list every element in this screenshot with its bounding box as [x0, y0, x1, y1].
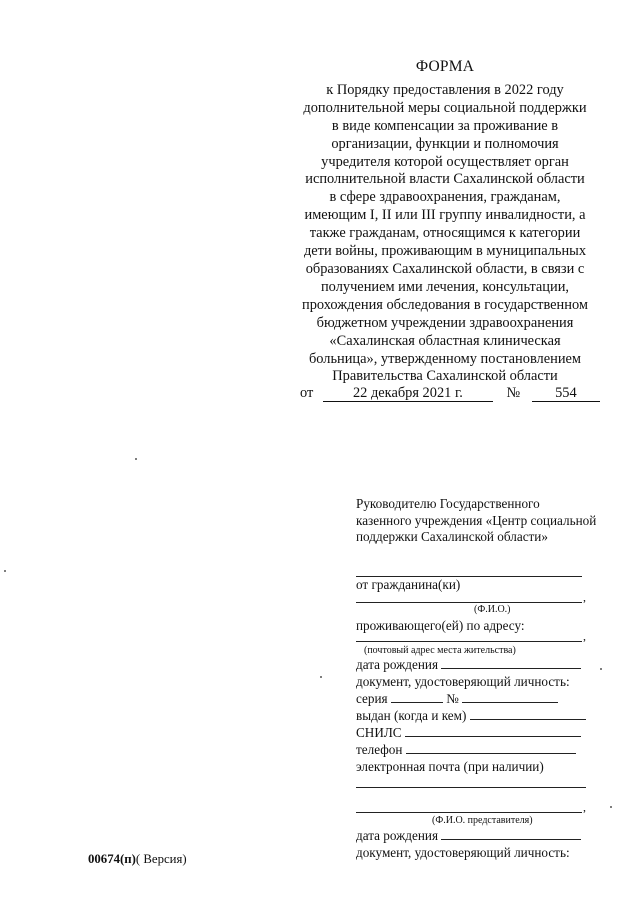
- scan-speck: [4, 570, 6, 572]
- rep-birth-date-field[interactable]: [441, 828, 581, 840]
- issued-row: [356, 708, 586, 724]
- header-line: в сфере здравоохранения, гражданам,: [329, 189, 561, 206]
- residing-label: проживающего(ей) по адресу:: [356, 618, 525, 633]
- header-line: также гражданам, относящимся к категории: [309, 225, 581, 242]
- passport-number-field[interactable]: [462, 691, 558, 703]
- birth-date-label: дата рождения: [356, 657, 581, 673]
- addressee-line: Руководителю Государственного: [356, 496, 540, 511]
- email-field[interactable]: [356, 787, 586, 788]
- passport-series-row: [356, 691, 558, 707]
- form-header: [288, 58, 602, 386]
- phone-label: телефон: [356, 742, 403, 757]
- scan-speck: [320, 676, 322, 678]
- header-line: прохождения обследования в государственном: [302, 296, 588, 313]
- header-line: образованиях Сахалинской области, в связи с: [305, 260, 585, 277]
- email-label: электронная почта (при наличии): [356, 759, 544, 774]
- fio-caption: (Ф.И.О.): [474, 604, 511, 615]
- comma: ,: [583, 800, 586, 814]
- issued-label: выдан (когда и кем): [356, 708, 467, 723]
- addressee-block: [356, 496, 606, 546]
- representative-fio-caption: (Ф.И.О. представителя): [432, 815, 533, 826]
- number-label: №: [446, 691, 459, 706]
- header-line: имеющим I, II или III группу инвалидности, а: [304, 207, 586, 224]
- phone-row: [356, 742, 576, 758]
- header-line: «Сахалинская областная клиническая: [329, 332, 561, 349]
- snils-row: [356, 725, 581, 741]
- resolution-date: 22 декабря 2021 г.: [323, 385, 493, 402]
- applicant-name-line[interactable]: [356, 602, 582, 603]
- address-caption: (почтовый адрес места жительства): [364, 645, 516, 656]
- form-code: 00674(п): [88, 852, 136, 866]
- phone-field[interactable]: [406, 742, 576, 754]
- header-line: дети войны, проживающим в муниципальных: [303, 243, 587, 260]
- scan-speck: [610, 806, 612, 808]
- version-label: ( Версия): [135, 852, 187, 866]
- address-line[interactable]: [356, 641, 582, 642]
- resolution-number-label: №: [506, 385, 521, 401]
- scan-speck: [600, 668, 602, 670]
- snils-label: СНИЛС: [356, 725, 402, 740]
- addressee-line: казенного учреждения «Центр социальной: [356, 512, 597, 528]
- representative-name-line[interactable]: [356, 812, 582, 813]
- header-line: получением ими лечения, консультации,: [320, 278, 570, 295]
- resolution-number: 554: [532, 385, 600, 402]
- id-document-label: документ, удостоверяющий личность:: [356, 674, 570, 689]
- snils-field[interactable]: [405, 725, 581, 737]
- header-line: бюджетном учреждении здравоохранения: [316, 314, 574, 331]
- header-line: организации, функции и полномочия: [331, 135, 559, 152]
- header-line: дополнительной меры социальной поддержки: [303, 99, 587, 116]
- form-title: ФОРМА: [415, 58, 475, 75]
- series-label: серия: [356, 691, 388, 706]
- header-line: в виде компенсации за проживание в: [331, 117, 559, 134]
- header-line: больница», утвержденному постановлением: [308, 350, 582, 367]
- header-line: Правительства Сахалинской области: [332, 368, 558, 385]
- series-field[interactable]: [391, 691, 443, 703]
- comma: ,: [583, 629, 586, 643]
- header-line: учредителя которой осуществляет орган: [321, 153, 569, 170]
- resolution-date-row: [300, 385, 600, 402]
- document-code: [88, 852, 187, 867]
- scan-speck: [135, 458, 137, 460]
- rep-birth-date-row: дата рождения: [356, 828, 581, 844]
- addressee-line: поддержки Сахалинской области»: [356, 529, 548, 544]
- header-line: к Порядку предоставления в 2022 году: [326, 81, 564, 98]
- header-line: исполнительной власти Сахалинской области: [305, 171, 585, 188]
- rep-id-document-label: документ, удостоверяющий личность:: [356, 845, 570, 860]
- date-prefix: от: [300, 385, 314, 401]
- comma: ,: [583, 590, 586, 604]
- from-citizen-label: от гражданина(ки): [356, 577, 461, 592]
- issued-field[interactable]: [470, 708, 586, 720]
- birth-date-field[interactable]: [441, 657, 581, 669]
